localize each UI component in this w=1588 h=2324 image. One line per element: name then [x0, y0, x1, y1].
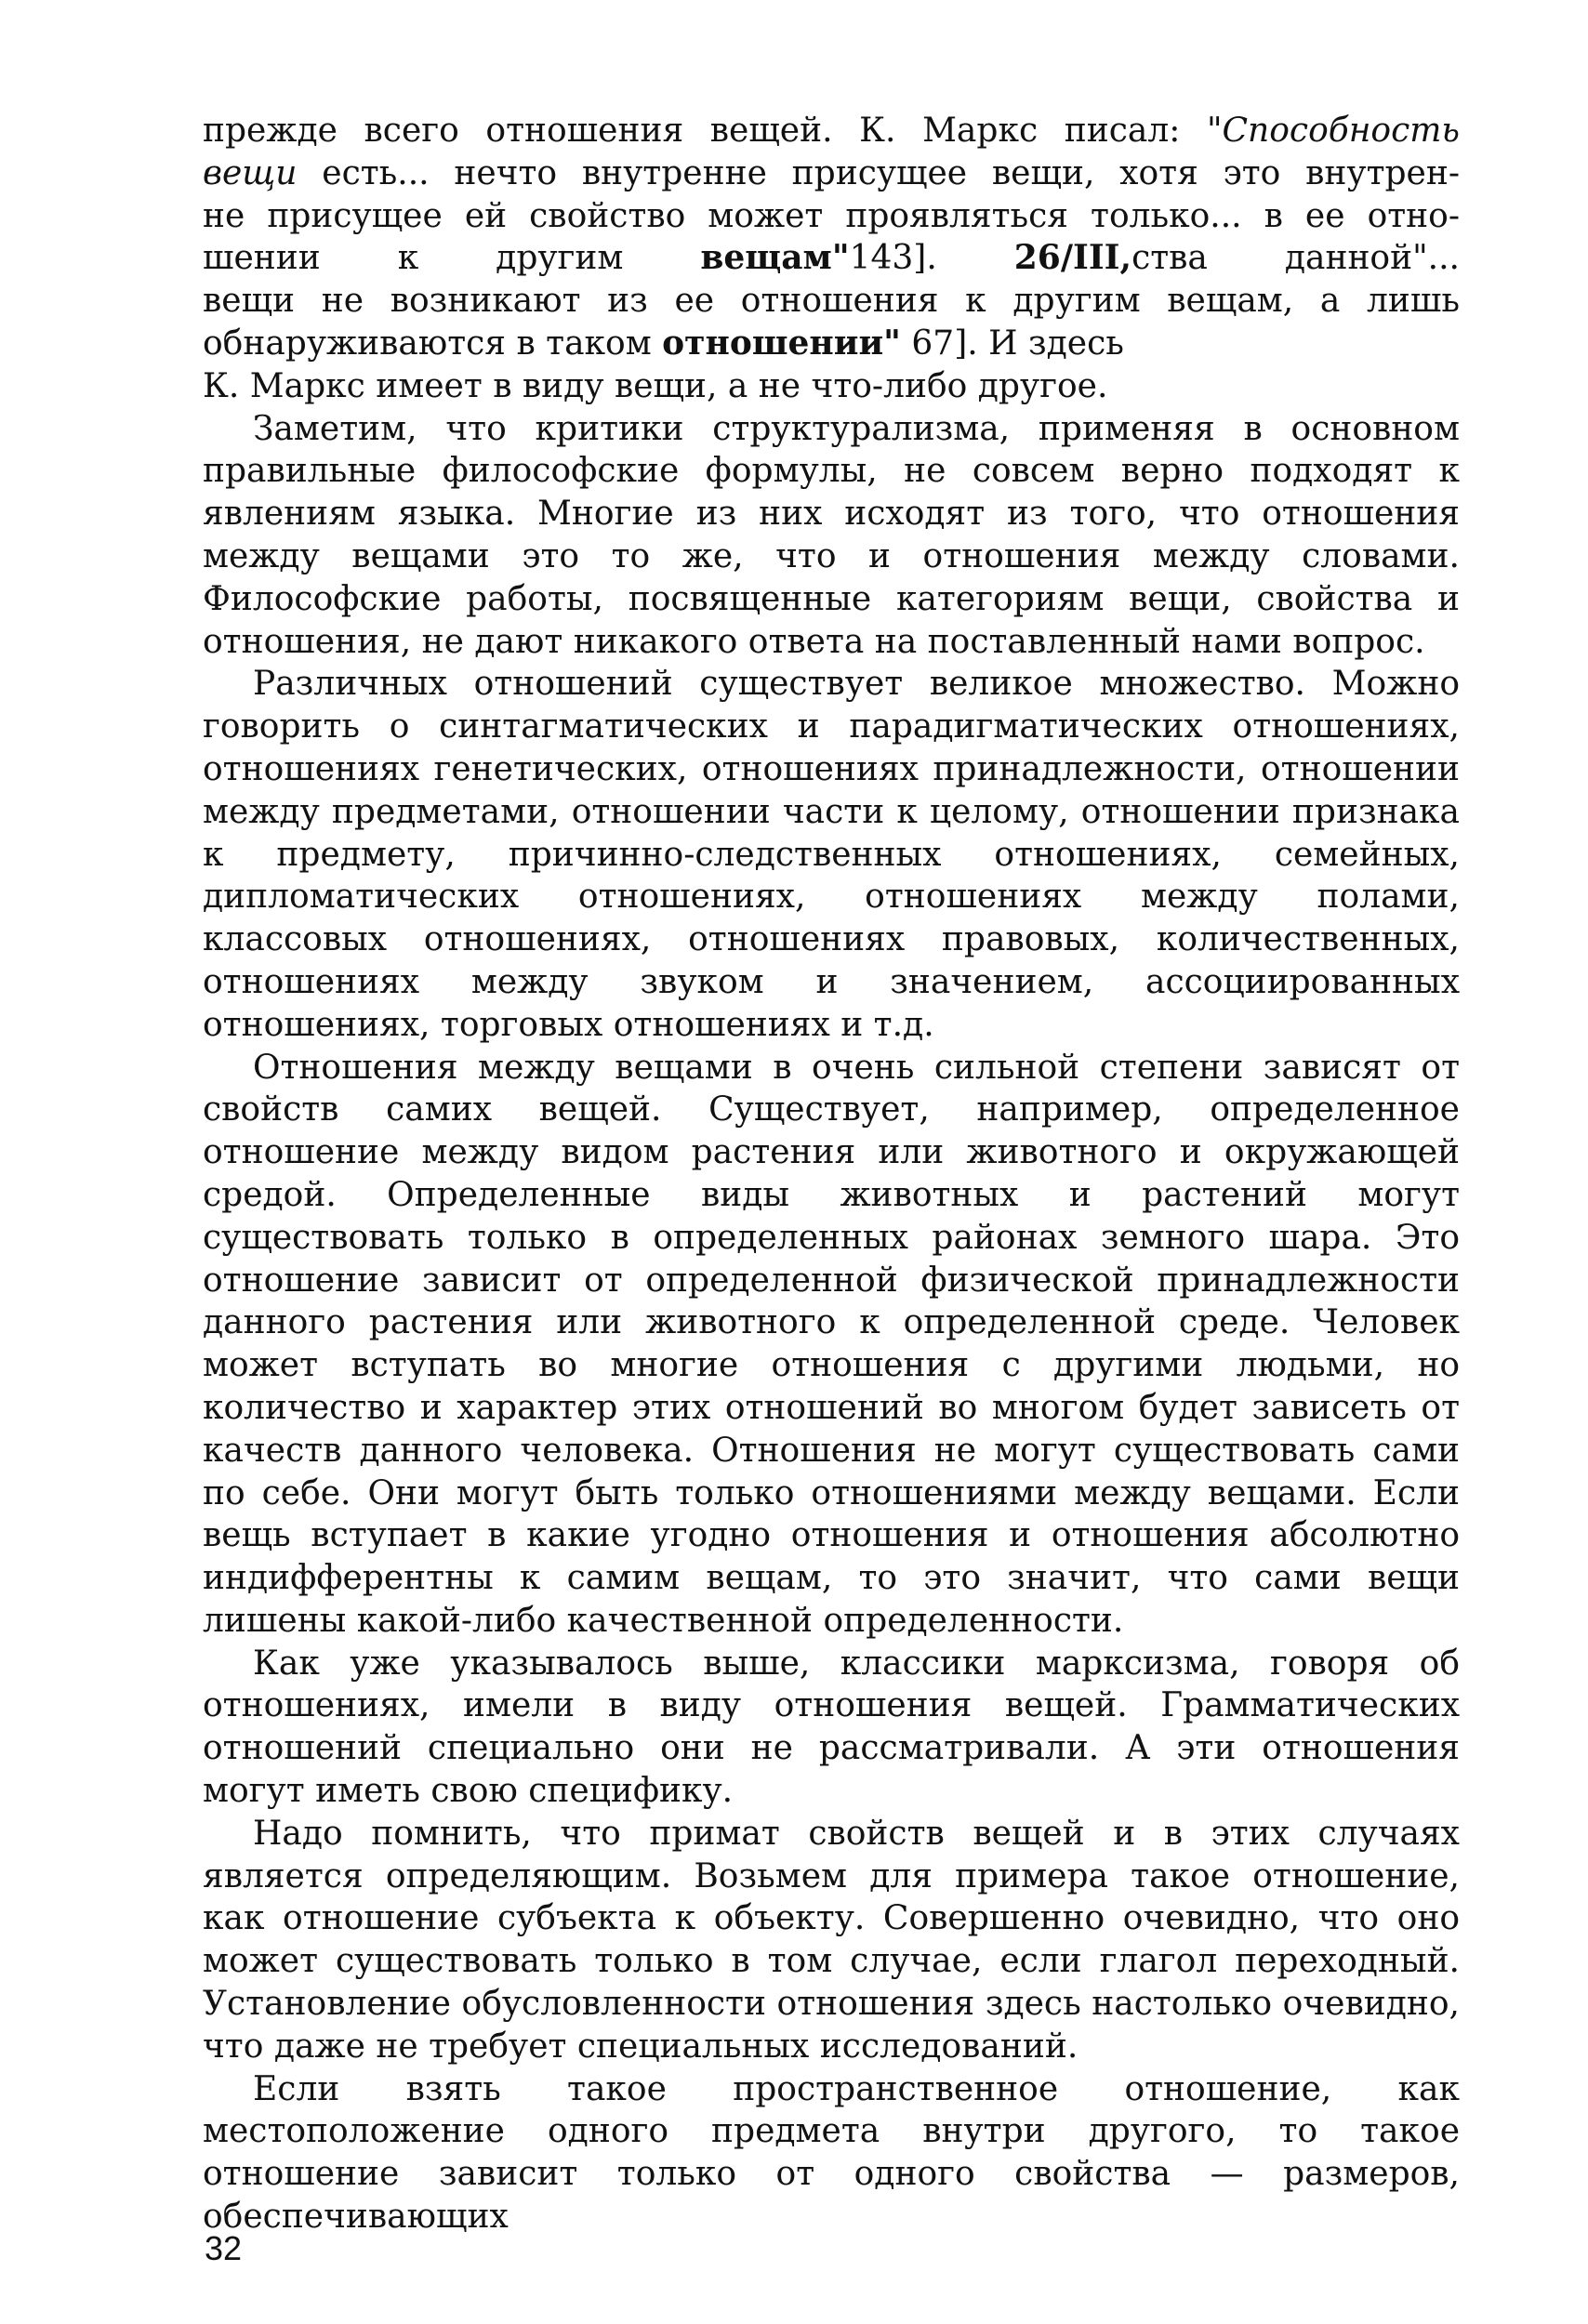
text-line [203, 152, 1460, 195]
text-fragment: есть... нечто внутренне присущее вещи, хотя это внутрен- [297, 153, 1460, 192]
paragraph: Надо помнить, что примат свойств вещей и в этих случаях является определяющим. Возьмем для примера такое отношение, как отношение субъекта к объекту. Совершенно очевидно, что оно может существовать только в том случае, если глагол переходный. Установление обусловленности отношения здесь настолько очевидно, что даже не требует специальных исследований. [203, 1814, 1460, 2066]
text-fragment: ства данной"... [1131, 239, 1460, 278]
paragraph: Как уже указывалось выше, классики марксизма, говоря об отношениях, имели в виду отношения вещей. Грамматических отношений специально они не рассматривали. А эти отношения могут иметь свою специфику. [203, 1644, 1460, 1811]
quote-fragment: "Способность [1206, 112, 1460, 150]
opening-paragraph [203, 110, 1460, 408]
document-page [203, 110, 1460, 2237]
quote-fragment: вещи [203, 153, 298, 192]
bold-reference: 26/III, [1013, 238, 1132, 278]
paragraph: Отношения между вещами в очень сильной степени зависят от свойств самих вещей. Существует, например, определенное отношение между видом растения или животного и окружающей средой. Определенные виды животных и растений могут существовать только в определенных районах земного шара. Это отношение зависит от определенной физической принадлежности данного растения или животного к определенной среде. Человек может вступать во многие отношения с другими людьми, но количество и характер этих отношений во многом будет зависеть от качеств данного человека. Отношения не могут существовать сами по себе. Они могут быть только отношениями между вещами. Если вещь вступает в какие угодно отношения и отношения абсолютно индифферентны к самим вещам, то это значит, что сами вещи лишены какой-либо качественной определенности. [203, 1048, 1460, 1640]
text-fragment: шении к другим [203, 239, 701, 278]
text-line [203, 323, 1460, 365]
paragraph: Различных отношений существует великое множество. Можно говорить о синтагматических и парадигматических отношениях, отношениях генетических, отношениях принадлежности, отношении между предметами, отношении части к целому, отношении признака к предмету, причинно-следственных отношениях, семейных, дипломатических отношениях, отношениях между полами, классовых отношениях, отношениях правовых, количественных, отношениях между звуком и значением, ассоциированных отношениях, торговых отношениях и т.д. [203, 665, 1460, 1044]
text-fragment: прежде всего отношения вещей. К. Маркс писал: [203, 112, 1207, 150]
paragraph: Если взять такое пространственное отношение, как местоположение одного предмета внутри другого, то такое отношение зависит только от одного свойства — размеров, обеспечивающих [203, 2069, 1460, 2237]
text-line [203, 110, 1460, 152]
text-line: вещи не возникают из ее отношения к другим вещам, а лишь [203, 282, 1460, 321]
text-line: не присущее ей свойство может проявляться только... в ее отно- [203, 196, 1460, 235]
text-fragment: 67]. И здесь [900, 324, 1124, 363]
text-line [203, 237, 1460, 280]
text-fragment: 143]. [849, 239, 1014, 278]
page-number: 32 [205, 2229, 243, 2267]
text-line: К. Маркс имеет в виду вещи, а не что-либо другое. [203, 366, 1108, 405]
text-fragment: обнаруживаются в таком [203, 324, 663, 363]
bold-reference: отношении" [662, 323, 901, 363]
bold-reference: вещам" [700, 238, 850, 278]
paragraph: Заметим, что критики структурализма, применяя в основном правильные философские формулы, не совсем верно подходят к явлениям языка. Многие из них исходят из того, что отношения между вещами это то же, что и отношения между словами. Философские работы, посвященные категориям вещи, свойства и отношения, не дают никакого ответа на поставленный нами вопрос. [203, 409, 1460, 661]
